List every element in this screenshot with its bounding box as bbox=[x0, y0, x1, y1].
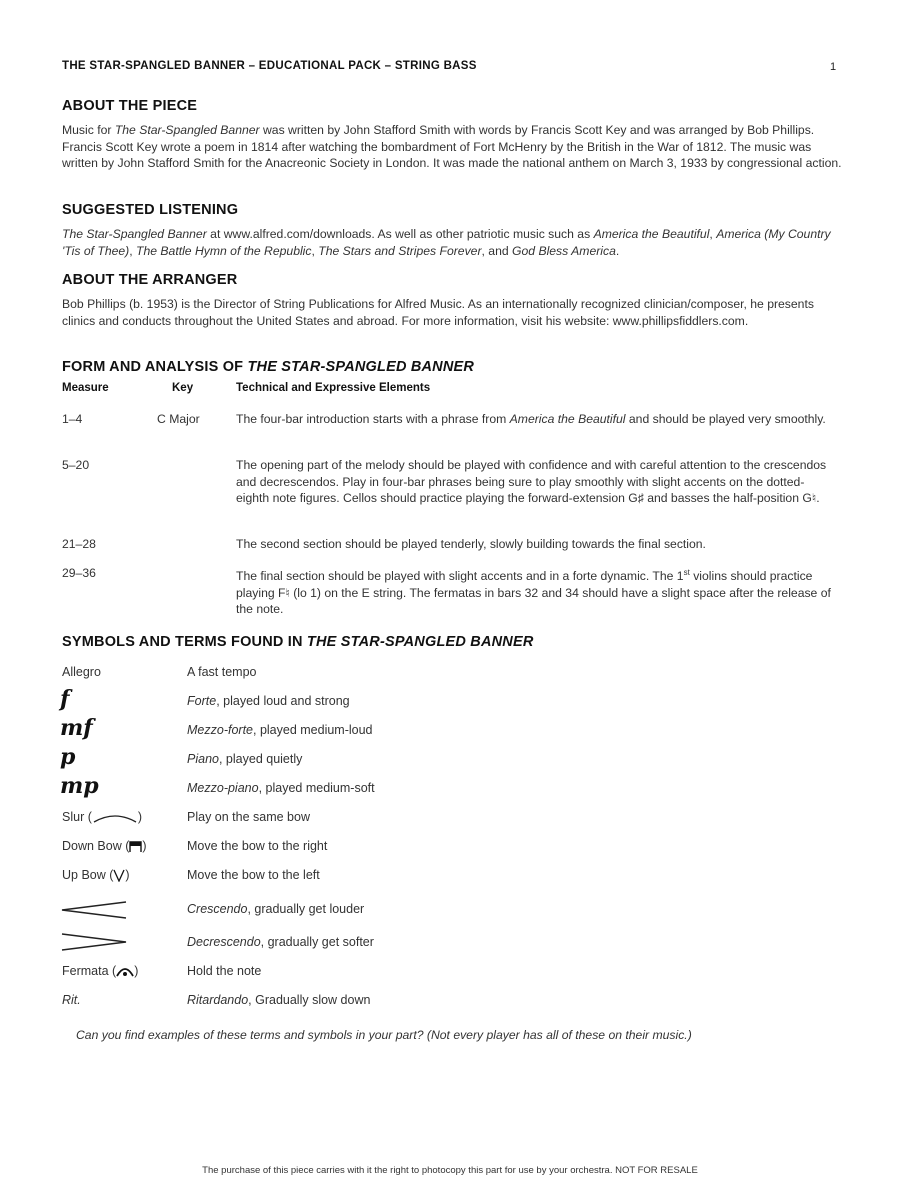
column-elements: Technical and Expressive Elements bbox=[236, 382, 431, 394]
down-bow-label: Down Bow ( bbox=[62, 839, 130, 853]
row-2-text: The opening part of the melody should be played with confidence and with careful attention to the crescendos and decrescendos. Play in four-bar phrases being sure to play smoothly with slight accents on the dotted-eighth note figures. Cellos should practice playing the forward-extension G♯ and basses the half-position G♮. bbox=[236, 458, 827, 505]
listening-t10: , and bbox=[481, 243, 513, 258]
desc-decrescendo bbox=[187, 935, 374, 949]
symbol-rit: Rit. bbox=[62, 993, 81, 1007]
term-ritardando: Ritardando bbox=[187, 993, 249, 1007]
row-1-text-a: The four-bar introduction starts with a phrase from bbox=[236, 412, 510, 426]
form-heading-text: FORM AND ANALYSIS OF bbox=[62, 359, 248, 375]
up-bow-icon bbox=[113, 869, 125, 882]
about-piece-heading: ABOUT THE PIECE bbox=[62, 98, 198, 114]
desc-ritardando bbox=[187, 993, 370, 1007]
row-4-measure: 29–36 bbox=[62, 566, 96, 580]
term-mezzo-piano: Mezzo-piano bbox=[187, 781, 259, 795]
row-2-measure: 5–20 bbox=[62, 458, 90, 472]
listening-t8: , bbox=[311, 243, 319, 258]
listening-text bbox=[62, 226, 837, 259]
listening-t7: The Battle Hymn of the Republic bbox=[136, 243, 312, 258]
page-number: 1 bbox=[830, 61, 837, 73]
down-bow-icon bbox=[129, 841, 142, 853]
desc-piano bbox=[187, 752, 302, 766]
desc-crescendo bbox=[187, 902, 364, 916]
desc-up-bow: Move the bow to the left bbox=[187, 868, 320, 882]
desc-forte bbox=[187, 694, 350, 708]
about-piece-text bbox=[62, 122, 842, 172]
symbol-mezzo-piano: mp bbox=[60, 773, 99, 799]
up-bow-close: ) bbox=[125, 868, 130, 882]
row-4-ordinal: st bbox=[683, 568, 690, 577]
symbols-heading-title: THE STAR-SPANGLED BANNER bbox=[306, 634, 534, 650]
row-4-text-a: The final section should be played with slight accents and in a forte dynamic. The 1 bbox=[236, 569, 684, 584]
row-1-text bbox=[236, 411, 836, 428]
symbol-allegro: Allegro bbox=[62, 665, 101, 679]
desc-mezzo-forte bbox=[187, 723, 373, 737]
footer-note: The purchase of this piece carries with it the right to photocopy this part for use by your orchestra. NOT FOR RESALE bbox=[202, 1165, 698, 1176]
term-crescendo: Crescendo bbox=[187, 902, 248, 916]
row-1-text-b: and should be played very smoothly. bbox=[625, 412, 826, 426]
desc-piano-text: , played quietly bbox=[218, 752, 303, 766]
term-piano: Piano bbox=[187, 752, 219, 766]
symbol-up-bow bbox=[62, 868, 130, 882]
symbol-slur bbox=[62, 810, 142, 824]
term-mezzo-forte: Mezzo-forte bbox=[187, 723, 253, 737]
about-piece-text-2: was written by John Stafford Smith with words by Francis Scott Key and was arranged by Bob Phillips. Francis Scott Key wrote a poem in 1814 after watching the bombardment of Fort McHenry by the British in the War of 1812. The music was written by John Stafford Smith for the Anacreonic Society in London. It was made the national anthem on March 3, 1933 by congressional action. bbox=[62, 123, 842, 170]
symbol-down-bow bbox=[62, 839, 147, 853]
about-piece-text-1: Music for bbox=[62, 123, 115, 137]
column-measure: Measure bbox=[62, 382, 109, 394]
arranger-heading: ABOUT THE ARRANGER bbox=[62, 272, 238, 288]
column-key: Key bbox=[172, 382, 194, 394]
form-heading-title: THE STAR-SPANGLED BANNER bbox=[247, 359, 475, 375]
row-3-text: The second section should be played tenderly, slowly building towards the final section. bbox=[236, 537, 706, 551]
listening-heading: SUGGESTED LISTENING bbox=[62, 202, 239, 218]
about-piece-title: The Star-Spangled Banner bbox=[114, 123, 260, 137]
desc-allegro: A fast tempo bbox=[187, 665, 257, 679]
desc-slur: Play on the same bow bbox=[187, 810, 310, 824]
symbol-mezzo-forte: mf bbox=[60, 715, 93, 741]
running-header: THE STAR-SPANGLED BANNER – EDUCATIONAL PACK – STRING BASS bbox=[62, 60, 477, 72]
desc-down-bow: Move the bow to the right bbox=[187, 839, 328, 853]
arranger-text: Bob Phillips (b. 1953) is the Director of String Publications for Alfred Music. As an internationally recognized clinician/composer, he presents clinics and conducts throughout the United States and abroad. For more information, visit his website: www.phillipsfiddlers.com. bbox=[62, 297, 814, 328]
listening-t6: , bbox=[129, 243, 137, 258]
listening-t9: The Stars and Stripes Forever bbox=[318, 243, 482, 258]
listening-t12: . bbox=[615, 243, 620, 258]
listening-t2: at www.alfred.com/downloads. As well as other patriotic music such as bbox=[206, 227, 594, 241]
term-forte: Forte bbox=[187, 694, 217, 708]
symbol-fermata bbox=[62, 964, 138, 978]
listening-t3: America the Beautiful bbox=[593, 227, 710, 241]
desc-mezzo-forte-text: , played medium-loud bbox=[253, 723, 373, 737]
symbols-heading bbox=[62, 634, 534, 650]
listening-t5: America (My Country 'Tis of Thee) bbox=[62, 227, 831, 258]
symbols-heading-text: SYMBOLS AND TERMS FOUND IN bbox=[62, 634, 307, 650]
desc-crescendo-text: , gradually get louder bbox=[247, 902, 365, 916]
row-4-text-b: violins should practice playing F♮ (lo 1) on the E string. The fermatas in bars 32 and 34 should have a slight space after the release of the note. bbox=[236, 569, 831, 617]
listening-t4: , bbox=[709, 227, 717, 241]
closing-question: Can you find examples of these terms and symbols in your part? (Not every player has all of these on their music.) bbox=[76, 1028, 692, 1042]
decrescendo-hairpin-icon bbox=[60, 932, 128, 952]
fermata-close: ) bbox=[134, 964, 139, 978]
row-1-key: C Major bbox=[157, 412, 200, 426]
desc-ritardando-text: , Gradually slow down bbox=[248, 993, 371, 1007]
row-4-text bbox=[236, 565, 836, 618]
slur-icon bbox=[92, 812, 138, 824]
symbol-forte: f bbox=[60, 686, 70, 712]
listening-t1: The Star-Spangled Banner bbox=[62, 227, 207, 241]
up-bow-label: Up Bow ( bbox=[62, 868, 114, 882]
listening-t11: God Bless America bbox=[512, 243, 616, 258]
slur-close: ) bbox=[137, 810, 143, 824]
fermata-icon bbox=[116, 966, 134, 977]
crescendo-hairpin-icon bbox=[60, 900, 128, 920]
desc-forte-text: , played loud and strong bbox=[216, 694, 350, 708]
desc-decrescendo-text: , gradually get softer bbox=[260, 935, 374, 949]
desc-fermata: Hold the note bbox=[187, 964, 262, 978]
desc-mezzo-piano bbox=[187, 781, 375, 795]
term-decrescendo: Decrescendo bbox=[187, 935, 261, 949]
row-3-measure: 21–28 bbox=[62, 537, 96, 551]
slur-label: Slur ( bbox=[62, 810, 92, 824]
down-bow-close: ) bbox=[142, 839, 147, 853]
fermata-label: Fermata ( bbox=[62, 964, 117, 978]
row-1-measure: 1–4 bbox=[62, 412, 83, 426]
row-1-text-italic: America the Beautiful bbox=[509, 412, 626, 426]
desc-mezzo-piano-text: , played medium-soft bbox=[258, 781, 375, 795]
symbol-piano: p bbox=[60, 744, 76, 770]
form-heading bbox=[62, 359, 474, 375]
